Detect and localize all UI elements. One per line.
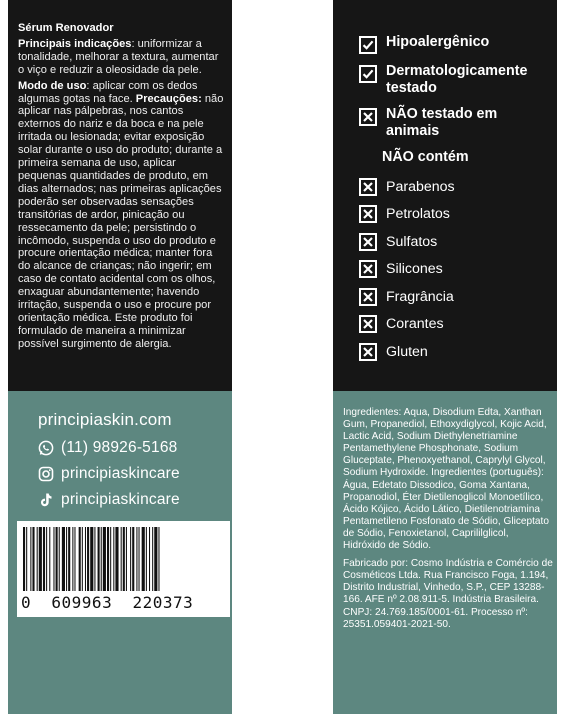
- x-icon: [359, 205, 377, 223]
- not-contains-item: [359, 256, 554, 284]
- x-icon: [359, 315, 377, 333]
- not-contains-label: Parabenos: [386, 178, 455, 195]
- barcode-bar: [30, 527, 31, 591]
- not-contains-title: NÃO contém: [382, 149, 469, 165]
- barcode-bar: [79, 527, 81, 591]
- right-teal-section: [333, 391, 557, 714]
- website-link[interactable]: [38, 405, 180, 435]
- contacts: [38, 405, 180, 513]
- precautions-text: não aplicar nas pálpebras, nos cantos externos do nariz e da boca e na pele irritada ou lesionada; evitar exposição solar durante o uso do produto; durante a primeira semana de uso, aplicar pequenas quantidades de produto, em dias alternados; nas primeiras aplicações poderão ser observadas sensações transitórias de ardor, pinicação ou ressecamento da pele; persistindo o incômodo, suspenda o uso do produto e procure orientação médica; manter fora do alcance de crianças; não ingerir; em caso de contato acidental com os olhos, enxaguar abundantemente; havendo irritação, suspenda o uso e procure por orientação médica. Este produto foi formulado de maneira a minimizar possível surgimento de alergia.: [18, 92, 224, 350]
- indications-label: Principais indicações: [18, 37, 132, 50]
- not-contains-label: Sulfatos: [386, 233, 438, 250]
- barcode-bar: [121, 527, 122, 591]
- barcode-number: 0 609963 220373: [21, 593, 194, 612]
- indications-text: : uniformizar a tonalidade, melhorar a textura, aumentar o viço e reduzir a oleosidade da pele.: [18, 37, 219, 76]
- barcode-bar: [101, 527, 102, 591]
- left-teal-section: [8, 391, 232, 714]
- barcode-bar: [56, 527, 58, 591]
- barcode-bar: [115, 527, 118, 591]
- tiktok-contact[interactable]: [38, 487, 180, 513]
- barcode-bar: [59, 527, 60, 591]
- not-contains-label: Fragrância: [386, 288, 454, 305]
- barcode-bar: [103, 527, 106, 591]
- usage-text: : aplicar com os dedos algumas gotas na face.: [18, 79, 198, 105]
- instagram-text: principiaskincare: [61, 465, 180, 482]
- barcode-bar: [90, 527, 93, 591]
- barcode-bar: [142, 527, 145, 591]
- barcode-bar: [72, 527, 73, 591]
- barcode-bar: [107, 527, 109, 591]
- barcode: [17, 521, 230, 617]
- barcode-bar: [32, 527, 34, 591]
- right-dark-section: [333, 0, 557, 391]
- barcode-bar: [136, 527, 137, 591]
- left-panel: [8, 0, 232, 714]
- not-contains-label: Gluten: [386, 343, 428, 360]
- barcode-bar: [146, 527, 147, 591]
- tiktok-text: principiaskincare: [61, 491, 180, 508]
- whatsapp-icon: [38, 440, 54, 456]
- claim-label: Hipoalergênico: [386, 34, 490, 50]
- barcode-bar: [113, 527, 114, 591]
- not-contains-label: Corantes: [386, 316, 444, 333]
- phone-contact[interactable]: [38, 435, 180, 461]
- barcode-bar: [123, 527, 125, 591]
- manufacturer-text: Fabricado por: Cosmo Indústria e Comércio de Cosméticos Ltda. Rua Francisco Foga, 1.194, Distrito Industrial, Vinhedo, S.P., CEP 13288-166. AFE nº 2.08.911-5. Indústria Brasileira. CNPJ: 24.769.185/0001-61. Processo nº: 25351.059401-2021-50.: [343, 558, 553, 630]
- not-contains-item: [359, 311, 554, 339]
- instagram-icon: [38, 466, 54, 482]
- barcode-bar: [26, 527, 27, 591]
- not-contains-item: [359, 338, 554, 366]
- x-icon: [359, 108, 377, 126]
- barcode-bar: [23, 527, 25, 591]
- barcode-bar: [53, 527, 54, 591]
- barcode-bar: [152, 527, 153, 591]
- x-icon: [359, 178, 377, 196]
- barcode-bar: [43, 527, 45, 591]
- barcode-bar: [139, 527, 140, 591]
- barcode-bar: [49, 527, 50, 591]
- barcode-bar: [39, 527, 42, 591]
- claim-label: Dermatologicamente testado: [386, 63, 528, 96]
- barcode-bar: [87, 527, 89, 591]
- not-contains-label: Petrolatos: [386, 206, 450, 223]
- barcode-bar: [94, 527, 95, 591]
- x-icon: [359, 260, 377, 278]
- claim-label: NÃO testado em animais: [386, 106, 498, 139]
- barcode-bar: [46, 527, 47, 591]
- not-contains-item: [359, 173, 554, 201]
- precautions-label: Precauções:: [135, 92, 202, 105]
- website-text: principiaskin.com: [38, 410, 172, 429]
- not-contains-list: [359, 173, 554, 366]
- barcode-bar: [149, 527, 150, 591]
- barcode-bars: [23, 527, 223, 591]
- barcode-bar: [132, 527, 134, 591]
- claims-list: [359, 34, 554, 366]
- claim-not-tested-on-animals: [359, 106, 554, 140]
- tiktok-icon: [38, 492, 54, 508]
- not-contains-item: [359, 283, 554, 311]
- barcode-bar: [37, 527, 38, 591]
- barcode-bar: [110, 527, 111, 591]
- claim-dermatologically-tested: [359, 63, 554, 97]
- not-contains-label: Silicones: [386, 261, 443, 278]
- barcode-bar: [126, 527, 127, 591]
- barcode-bar: [66, 527, 67, 591]
- check-icon: [359, 36, 377, 54]
- barcode-bar: [158, 527, 159, 591]
- usage-label: Modo de uso: [18, 79, 87, 92]
- instagram-contact[interactable]: [38, 461, 180, 487]
- x-icon: [359, 288, 377, 306]
- barcode-bar: [74, 527, 75, 591]
- x-icon: [359, 343, 377, 361]
- check-icon: [359, 65, 377, 83]
- barcode-bar: [62, 527, 65, 591]
- barcode-bar: [98, 527, 100, 591]
- barcode-bar: [85, 527, 86, 591]
- barcode-bar: [82, 527, 83, 591]
- usage-text-block: [18, 22, 226, 354]
- barcode-bar: [154, 527, 157, 591]
- not-contains-item: [359, 228, 554, 256]
- x-icon: [359, 233, 377, 251]
- left-dark-section: [8, 0, 232, 391]
- barcode-bar: [130, 527, 131, 591]
- product-name: Sérum Renovador: [18, 22, 114, 34]
- ingredients-block: [343, 407, 553, 637]
- claim-hypoallergenic: [359, 34, 554, 54]
- not-contains-item: [359, 201, 554, 229]
- phone-text: (11) 98926-5168: [61, 439, 178, 456]
- ingredients-text: Ingredientes: Aqua, Disodium Edta, Xanthan Gum, Propanediol, Ethoxydiglycol, Kojic Acid, Lactic Acid, Sodium Diethylenetriamine Pentamethylene Phosphonate, Sodium Gluceptate, Phenoxyethanol, Caprylyl Glycol, Sodium Hydroxide. Ingredientes (português): Água, Edetato Dissodico, Goma Xantana, Propanodiol, Éter Dietilenoglicol Monoetílico, Ácido Kójico, Ácido Lático, Dietilenotriamina Pentametileno Fosfonato de Sódio, Gliceptato de Sódio, Fenoxietanol, Caprililglicol, Hidróxido de Sódio.: [343, 407, 549, 552]
- right-panel: [333, 0, 557, 714]
- barcode-bar: [68, 527, 70, 591]
